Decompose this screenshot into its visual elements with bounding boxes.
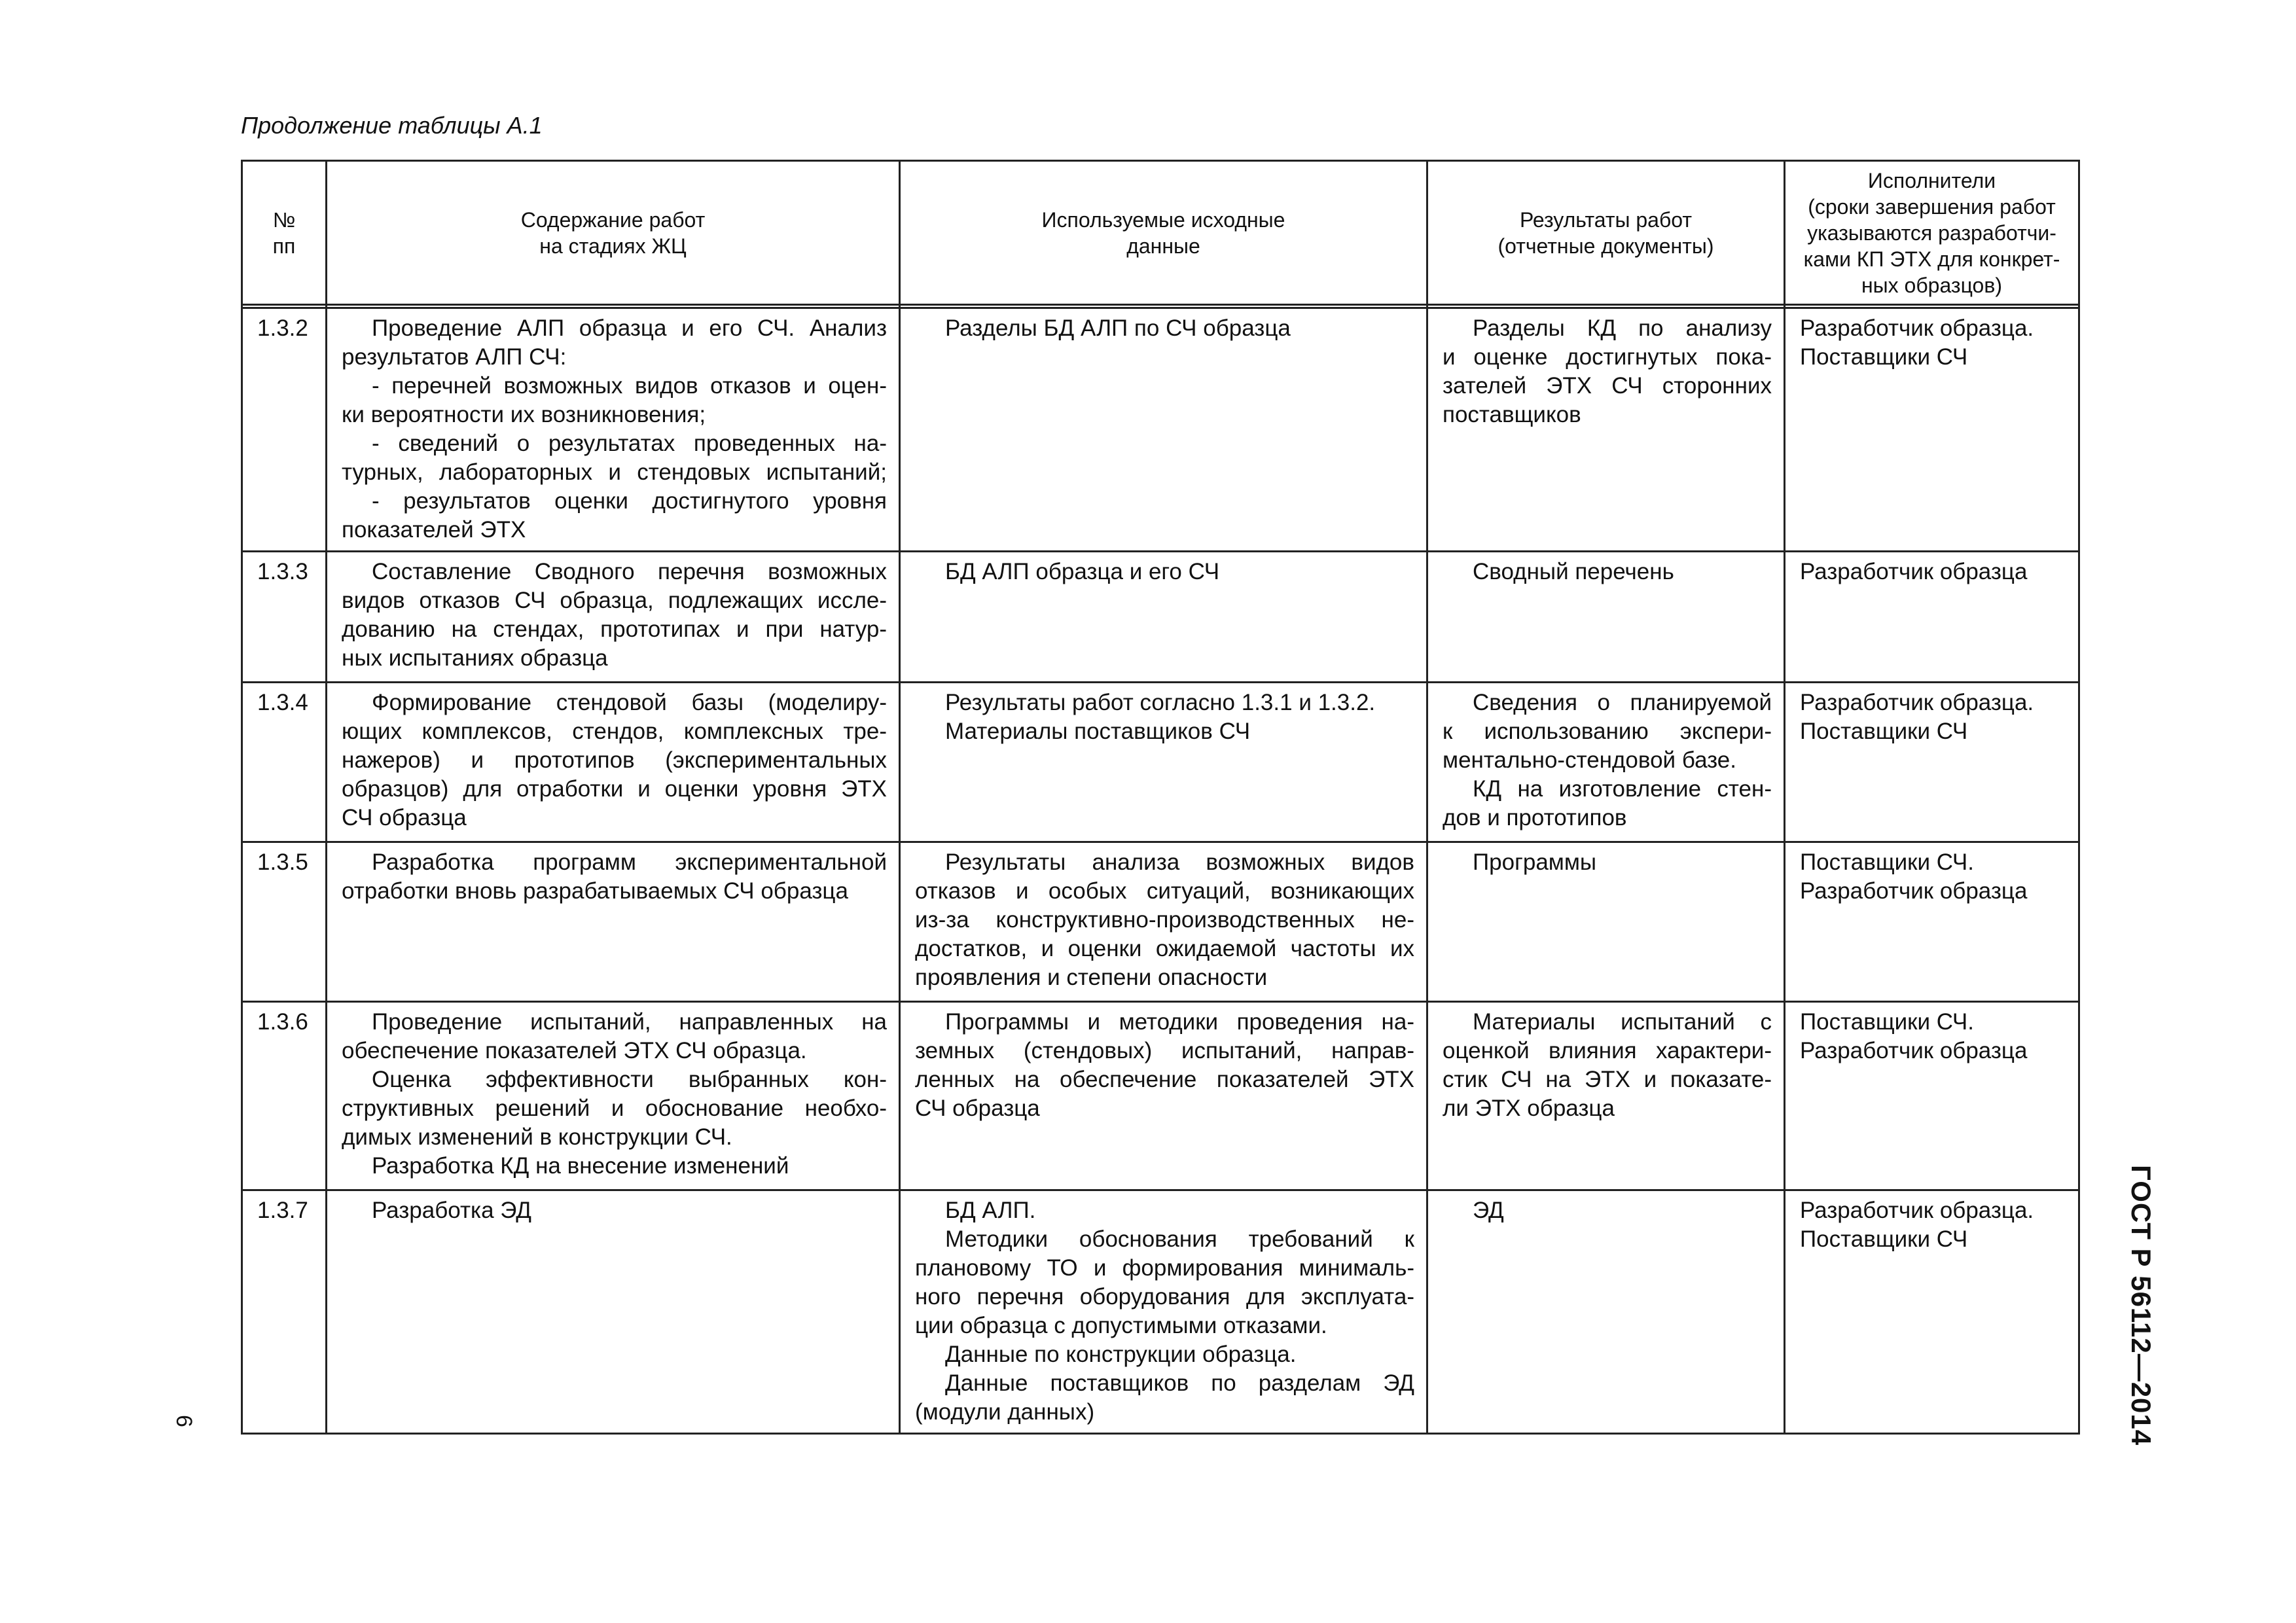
works-table bbox=[241, 160, 2080, 1435]
table-header-row bbox=[242, 161, 2079, 305]
row-executors: Разработчик образца. Поставщики СЧ bbox=[1785, 308, 2079, 552]
header-executors: Исполнители (сроки завершения работ указываются разработчи- ками КП ЭТХ для конкрет- ных образцов) bbox=[1785, 161, 2079, 305]
row-content: Составление Сводного перечня возможных видов отказов СЧ образца, подлежащих иссле- дованию на стендах, прототипах и при натур- ных испытаниях образца bbox=[327, 552, 900, 683]
row-source: Результаты работ согласно 1.3.1 и 1.3.2. Материалы поставщиков СЧ bbox=[900, 683, 1427, 842]
row-source: БД АЛП. Методики обоснования требований к плановому ТО и формирования минималь- ного перечня оборудования для эксплуата- ции образца с допустимыми отказами. Данные по конструкции образца. Данные поставщиков по разделам ЭД (модули данных) bbox=[900, 1190, 1427, 1434]
row-content: Разработка программ экспериментальной отработки вновь разрабатываемых СЧ образца bbox=[327, 842, 900, 1002]
row-executors: Разработчик образца bbox=[1785, 552, 2079, 683]
table-row bbox=[242, 683, 2079, 842]
row-number: 1.3.2 bbox=[242, 308, 327, 552]
row-number: 1.3.7 bbox=[242, 1190, 327, 1434]
header-results: Результаты работ (отчетные документы) bbox=[1427, 161, 1785, 305]
table-caption: Продолжение таблицы А.1 bbox=[241, 112, 543, 139]
row-content: Проведение АЛП образца и его СЧ. Анализ результатов АЛП СЧ: - перечней возможных видов отказов и оцен- ки вероятности их возникновения; - сведений о результатах проведенных на- турных, лабораторных и стендовых испытаний; - результатов оценки достигнутого уровня показателей ЭТХ bbox=[327, 308, 900, 552]
row-executors: Разработчик образца. Поставщики СЧ bbox=[1785, 683, 2079, 842]
row-source: Разделы БД АЛП по СЧ образца bbox=[900, 308, 1427, 552]
row-source: Программы и методики проведения на- земных (стендовых) испытаний, направ- ленных на обеспечение показателей ЭТХ СЧ образца bbox=[900, 1002, 1427, 1190]
row-content: Проведение испытаний, направленных на обеспечение показателей ЭТХ СЧ образца. Оценка эффективности выбранных кон- структивных решений и обоснование необхо- димых изменений в конструкции СЧ. Разработка КД на внесение изменений bbox=[327, 1002, 900, 1190]
row-content: Формирование стендовой базы (моделиру- ющих комплексов, стендов, комплексных тре- нажеров) и прототипов (экспериментальных образцов) для отработки и оценки уровня ЭТХ СЧ образца bbox=[327, 683, 900, 842]
page-number: 6 bbox=[171, 1415, 196, 1427]
row-results: Сводный перечень bbox=[1427, 552, 1785, 683]
table-row bbox=[242, 842, 2079, 1002]
row-source: БД АЛП образца и его СЧ bbox=[900, 552, 1427, 683]
table-row bbox=[242, 1002, 2079, 1190]
row-number: 1.3.4 bbox=[242, 683, 327, 842]
row-executors: Поставщики СЧ. Разработчик образца bbox=[1785, 842, 2079, 1002]
row-source: Результаты анализа возможных видов отказов и особых ситуаций, возникающих из-за конструктивно-производственных не- достатков, и оценки ожидаемой частоты их проявления и степени опасности bbox=[900, 842, 1427, 1002]
table-row bbox=[242, 308, 2079, 552]
header-source: Используемые исходные данные bbox=[900, 161, 1427, 305]
row-number: 1.3.5 bbox=[242, 842, 327, 1002]
row-number: 1.3.3 bbox=[242, 552, 327, 683]
row-executors: Разработчик образца. Поставщики СЧ bbox=[1785, 1190, 2079, 1434]
header-content: Содержание работ на стадиях ЖЦ bbox=[327, 161, 900, 305]
row-results: ЭД bbox=[1427, 1190, 1785, 1434]
table-row bbox=[242, 1190, 2079, 1434]
row-results: Программы bbox=[1427, 842, 1785, 1002]
row-results: Материалы испытаний с оценкой влияния характери- стик СЧ на ЭТХ и показате- ли ЭТХ образца bbox=[1427, 1002, 1785, 1190]
row-executors: Поставщики СЧ. Разработчик образца bbox=[1785, 1002, 2079, 1190]
row-number: 1.3.6 bbox=[242, 1002, 327, 1190]
document-code: ГОСТ Р 56112—2014 bbox=[2126, 1165, 2157, 1446]
header-num: № пп bbox=[242, 161, 327, 305]
row-results: Разделы КД по анализу и оценке достигнутых пока- зателей ЭТХ СЧ сторонних поставщиков bbox=[1427, 308, 1785, 552]
row-content: Разработка ЭД bbox=[327, 1190, 900, 1434]
table-row bbox=[242, 552, 2079, 683]
row-results: Сведения о планируемой к использованию экспери- ментально-стендовой базе. КД на изготовление стен- дов и прототипов bbox=[1427, 683, 1785, 842]
